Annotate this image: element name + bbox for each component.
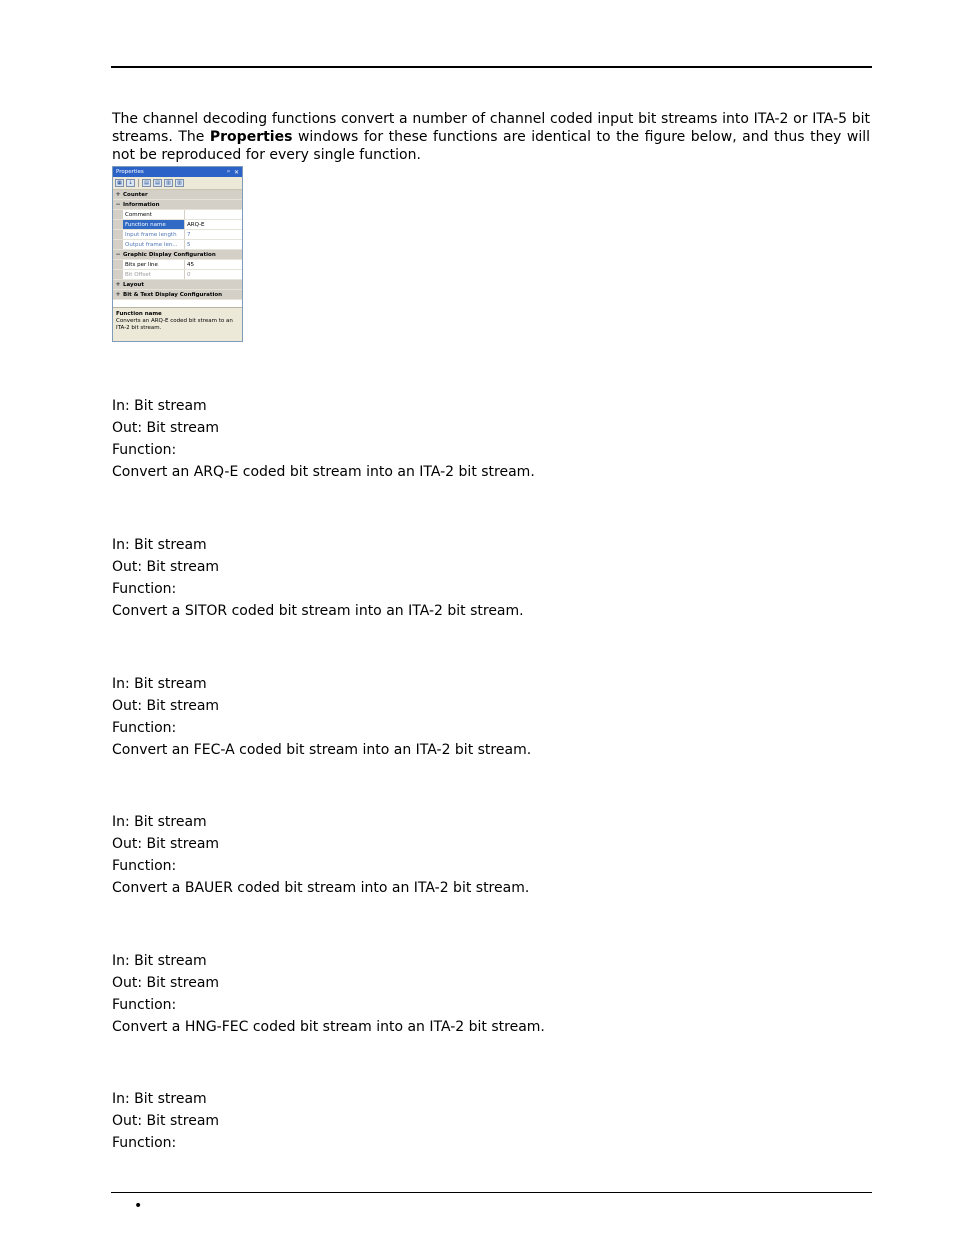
property-row[interactable] [113,220,242,230]
function-in-line: In: Bit stream [112,398,207,414]
property-key: Bit Offset [123,270,185,279]
function-function-line: Function: [112,858,177,874]
function-out-line: Out: Bit stream [112,559,220,575]
property-row[interactable] [113,260,242,270]
function-entry [112,395,535,483]
function-desc-line: Convert an ARQ-E coded bit stream into an ITA-2 bit stream. [112,464,535,480]
row-gutter [113,220,123,229]
function-entry [112,1088,219,1154]
property-description-pane [113,307,242,341]
expander-icon[interactable]: − [115,251,121,258]
function-out-line: Out: Bit stream [112,836,220,852]
properties-title: Properties [116,169,144,175]
property-value[interactable]: 5 [187,241,191,248]
property-value[interactable]: 0 [187,271,191,278]
row-gutter [113,260,123,269]
description-text: Converts an ARQ-E coded bit stream to an ITA-2 bit stream. [116,318,233,331]
property-row[interactable] [113,240,242,250]
property-key: Bits per line [123,260,185,269]
function-in-line: In: Bit stream [112,676,207,692]
categorized-icon[interactable]: ▦ [115,179,124,187]
function-out-line: Out: Bit stream [112,698,220,714]
function-desc-line: Convert a HNG-FEC coded bit stream into an ITA-2 bit stream. [112,1019,545,1035]
function-function-line: Function: [112,581,177,597]
function-desc-line: Convert a SITOR coded bit stream into an ITA-2 bit stream. [112,603,524,619]
pin-icon[interactable]: ᵖ [227,168,230,176]
function-out-line: Out: Bit stream [112,1113,220,1129]
properties-toolbar [113,177,242,190]
function-out-line: Out: Bit stream [112,420,220,436]
intro-paragraph [112,110,870,164]
properties-title-bar [113,167,242,177]
expander-icon[interactable]: − [115,201,121,208]
props-icon-1[interactable]: ▤ [142,179,151,187]
props-icon-2[interactable]: ▤ [153,179,162,187]
property-category[interactable] [113,250,242,260]
property-key: Function name [123,220,185,229]
property-value[interactable] [185,210,187,219]
expander-icon[interactable]: + [115,191,121,198]
category-label: Bit & Text Display Configuration [123,291,223,298]
props-icon-3[interactable]: ▥ [164,179,173,187]
category-label: Layout [123,281,144,288]
property-key: Comment [123,210,185,219]
function-entry [112,950,545,1038]
property-grid [113,190,242,300]
function-desc-line: Convert an FEC-A coded bit stream into an ITA-2 bit stream. [112,742,532,758]
category-label: Counter [123,191,148,198]
property-category[interactable] [113,190,242,200]
row-gutter [113,210,123,219]
property-key: Output frame len... [123,240,185,249]
function-entry [112,811,529,899]
expander-icon[interactable]: + [115,281,121,288]
function-function-line: Function: [112,997,177,1013]
toolbar-separator [138,179,139,187]
row-gutter [113,240,123,249]
intro-text-1: The channel decoding functions convert a number of channel coded input bit streams into ITA-2 or ITA-5 bit streams. The [112,111,870,145]
property-value[interactable]: 45 [187,261,194,268]
function-in-line: In: Bit stream [112,814,207,830]
category-label: Graphic Display Configuration [123,251,216,258]
row-gutter [113,270,123,279]
property-key: Input frame length [123,230,185,239]
footer-rule [111,1192,872,1193]
close-icon[interactable]: ✕ [233,168,239,176]
row-gutter [113,230,123,239]
property-category[interactable] [113,290,242,300]
property-row[interactable] [113,270,242,280]
description-title: Function name [116,311,162,317]
function-in-line: In: Bit stream [112,953,207,969]
function-out-line: Out: Bit stream [112,975,220,991]
expander-icon[interactable]: + [115,291,121,298]
function-in-line: In: Bit stream [112,537,207,553]
function-desc-line: Convert a BAUER coded bit stream into an ITA-2 bit stream. [112,880,530,896]
header-rule [111,66,872,68]
alphabetical-icon[interactable]: ↓ [126,179,135,187]
function-function-line: Function: [112,720,177,736]
property-value[interactable]: ARQ-E [187,221,205,228]
intro-bold-properties: Properties [209,129,293,145]
function-function-line: Function: [112,442,177,458]
footer-bullet: • [134,1198,143,1214]
function-entry [112,673,531,761]
props-icon-4[interactable]: ▥ [175,179,184,187]
property-category[interactable] [113,280,242,290]
function-in-line: In: Bit stream [112,1091,207,1107]
function-function-line: Function: [112,1135,177,1151]
category-label: Information [123,201,160,208]
property-row[interactable] [113,230,242,240]
function-entry [112,534,524,622]
properties-window-screenshot [112,166,243,342]
intro-text-2: windows for these functions are identical to the figure below, and thus they will not be reproduced for every single function. [112,129,870,163]
property-row[interactable] [113,210,242,220]
property-category[interactable] [113,200,242,210]
property-value[interactable]: 7 [187,231,191,238]
